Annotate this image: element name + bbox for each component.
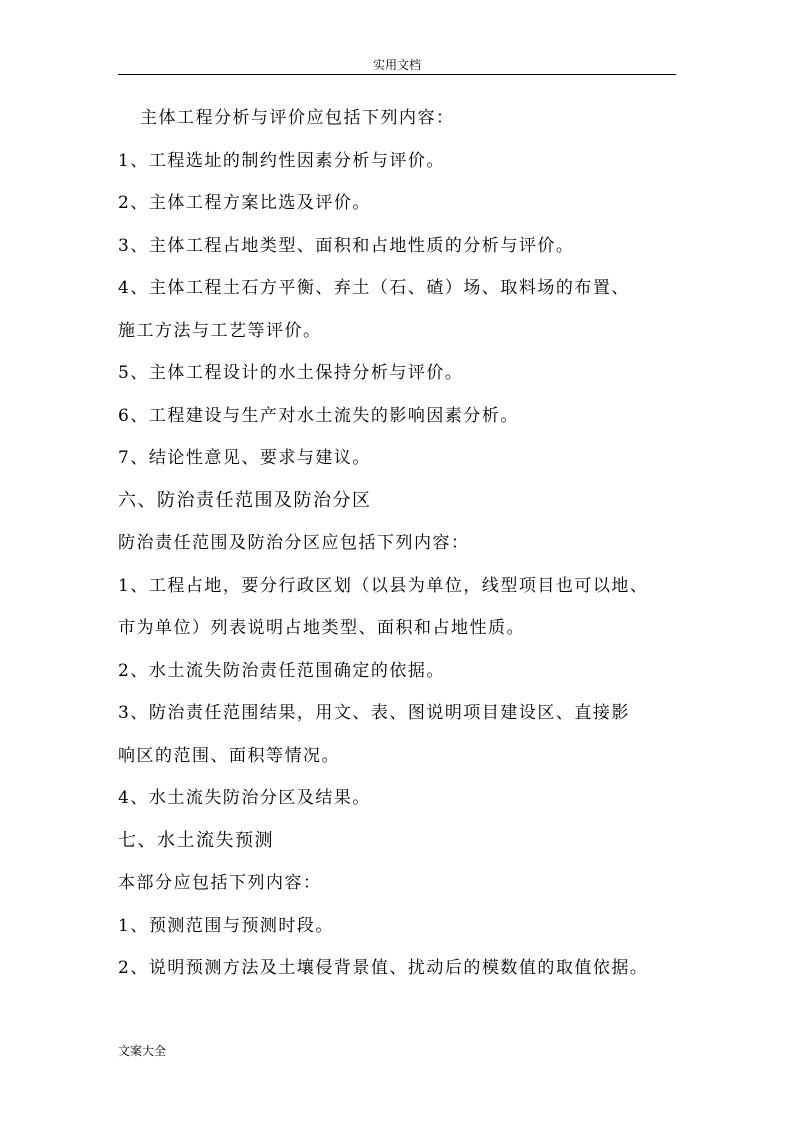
- list-item: 6、工程建设与生产对水土流失的影响因素分析。: [118, 405, 519, 426]
- header-divider: [118, 74, 676, 75]
- list-item: 4、水土流失防治分区及结果。: [118, 788, 371, 808]
- list-item: 1、预测范围与预测时段。: [118, 915, 334, 936]
- list-item: 2、主体工程方案比选及评价。: [118, 193, 371, 213]
- section-heading: 七、水土流失预测: [118, 829, 274, 851]
- section-heading: 六、防治责任范围及防治分区: [118, 489, 372, 511]
- list-item-continuation: 响区的范围、面积等情况。: [118, 745, 340, 766]
- section-intro: 防治责任范围及防治分区应包括下列内容：: [118, 533, 470, 553]
- list-item: 5、主体工程设计的水土保持分析与评价。: [118, 363, 464, 383]
- list-item: 3、主体工程占地类型、面积和占地性质的分析与评价。: [118, 235, 575, 256]
- list-item-continuation: 施工方法与工艺等评价。: [118, 320, 322, 341]
- page-header: 实用文档: [372, 58, 421, 72]
- list-item: 2、水土流失防治责任范围确定的依据。: [118, 660, 445, 681]
- page-footer: 文案大全: [118, 1044, 167, 1058]
- list-item: 4、主体工程土石方平衡、弃土（石、碴）场、取料场的布置、: [118, 278, 630, 298]
- list-item: 1、工程选址的制约性因素分析与评价。: [118, 150, 445, 171]
- section-intro: 主体工程分析与评价应包括下列内容：: [140, 108, 455, 128]
- document-body: [118, 103, 688, 996]
- list-item: 7、结论性意见、要求与建议。: [118, 448, 371, 468]
- list-item: 2、说明预测方法及土壤侵背景值、扰动后的模数值的取值依据。: [118, 958, 649, 978]
- list-item: 3、防治责任范围结果，用文、表、图说明项目建设区、直接影: [118, 703, 630, 723]
- list-item: 1、工程占地，要分行政区划（以县为单位，线型项目也可以地、: [118, 575, 649, 596]
- section-intro: 本部分应包括下列内容：: [118, 873, 322, 893]
- list-item-continuation: 市为单位）列表说明占地类型、面积和占地性质。: [118, 618, 525, 638]
